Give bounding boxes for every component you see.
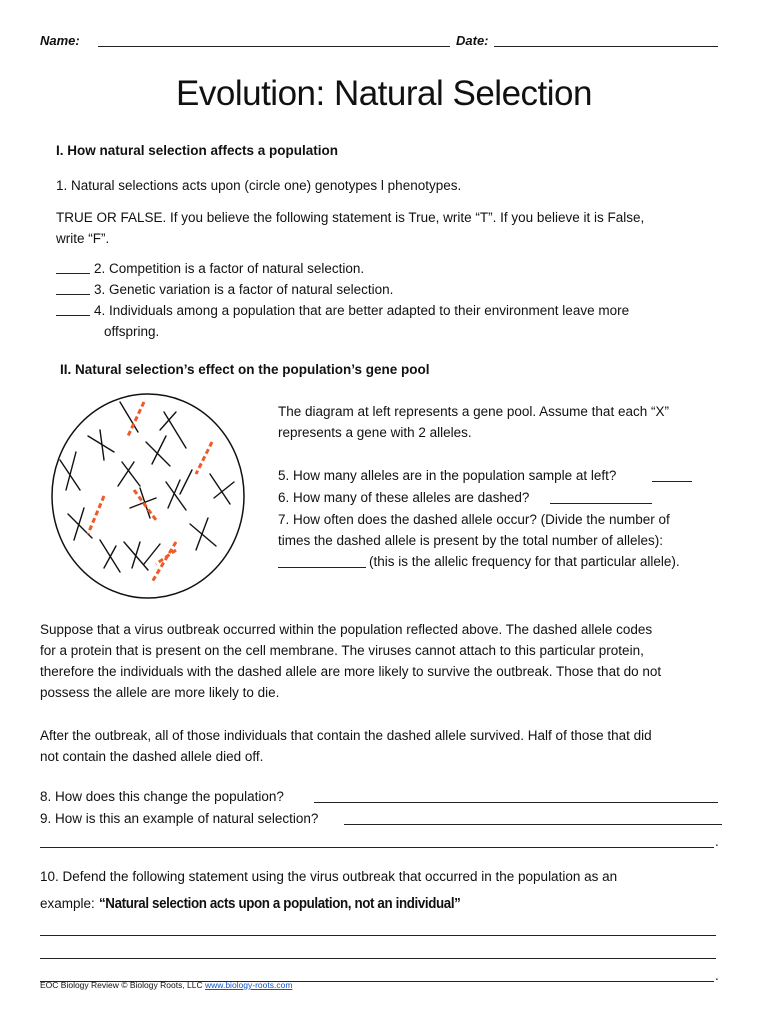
question-4-line-1: 4. Individuals among a population that are better adapted to their environment leave more [94, 303, 630, 318]
answer-line-9a[interactable] [344, 824, 722, 825]
period-10: . [715, 968, 719, 983]
answer-line-8[interactable] [314, 802, 718, 803]
dashed-alleles [88, 402, 212, 582]
question-10-quote: “Natural selection acts upon a population, not an individual” [98, 896, 461, 912]
question-10-line-2 [40, 893, 491, 915]
answer-blank-4[interactable] [56, 315, 90, 316]
page-title: Evolution: Natural Selection [176, 74, 592, 113]
diagram-description-line-1: The diagram at left represents a gene pool. Assume that each “X” [278, 404, 669, 419]
tf-instructions-line-2: write “F”. [56, 231, 110, 246]
answer-line-10a[interactable] [40, 935, 716, 936]
answer-blank-2[interactable] [56, 273, 90, 274]
question-4-row [56, 300, 629, 321]
footer [40, 980, 292, 990]
question-8: 8. How does this change the population? [40, 789, 284, 804]
scenario-paragraph-line-3: therefore the individuals with the dashed allele are more likely to survive the outbreak. Those that do not [40, 664, 662, 679]
diagram-description-line-2: represents a gene with 2 alleles. [278, 425, 472, 440]
question-3-row [56, 279, 393, 300]
question-5: 5. How many alleles are in the population sample at left? [278, 468, 617, 483]
answer-blank-6[interactable] [550, 503, 652, 504]
scenario-paragraph-line-2: for a protein that is present on the cell membrane. The viruses cannot attach to this particular protein, [40, 643, 644, 658]
footer-text: EOC Biology Review © Biology Roots, LLC [40, 980, 203, 990]
question-2-row [56, 258, 364, 279]
question-7-line-2: times the dashed allele is present by the total number of alleles): [278, 533, 663, 548]
answer-blank-7[interactable] [278, 567, 366, 568]
outcome-paragraph-line-2: not contain the dashed allele died off. [40, 749, 264, 764]
answer-line-9b[interactable] [40, 847, 714, 848]
section-1-heading: I. How natural selection affects a population [56, 143, 339, 158]
gene-pool-diagram [48, 390, 248, 602]
period-9: . [715, 834, 719, 849]
answer-blank-5[interactable] [652, 481, 692, 482]
footer-link[interactable]: www.biology-roots.com [205, 980, 293, 990]
gene-pool-circle [52, 394, 244, 598]
name-field[interactable] [98, 46, 450, 47]
answer-blank-3[interactable] [56, 294, 90, 295]
question-6: 6. How many of these alleles are dashed? [278, 490, 530, 505]
answer-line-10b[interactable] [40, 958, 716, 959]
question-7-line-3: (this is the allelic frequency for that particular allele). [369, 554, 680, 569]
tf-instructions-line-1: TRUE OR FALSE. If you believe the following statement is True, write “T”. If you believe it is False, [56, 210, 645, 225]
question-1: 1. Natural selections acts upon (circle one) genotypes l phenotypes. [56, 178, 462, 193]
date-label: Date: [456, 33, 489, 48]
name-label: Name: [40, 33, 80, 48]
scenario-paragraph-line-1: Suppose that a virus outbreak occurred within the population reflected above. The dashed allele codes [40, 622, 653, 637]
question-10-prefix: example: [40, 896, 95, 911]
question-3: 3. Genetic variation is a factor of natural selection. [94, 282, 394, 297]
date-field[interactable] [494, 46, 718, 47]
section-2-heading: II. Natural selection’s effect on the population’s gene pool [60, 362, 430, 377]
question-7-line-1: 7. How often does the dashed allele occur? (Divide the number of [278, 512, 670, 527]
outcome-paragraph-line-1: After the outbreak, all of those individuals that contain the dashed allele survived. Half of those that did [40, 728, 652, 743]
question-9: 9. How is this an example of natural selection? [40, 811, 319, 826]
question-2: 2. Competition is a factor of natural selection. [94, 261, 365, 276]
solid-alleles [60, 402, 234, 572]
question-4-line-2: offspring. [104, 324, 160, 339]
question-10-line-1: 10. Defend the following statement using the virus outbreak that occurred in the population as an [40, 869, 618, 884]
scenario-paragraph-line-4: possess the allele are more likely to die. [40, 685, 280, 700]
